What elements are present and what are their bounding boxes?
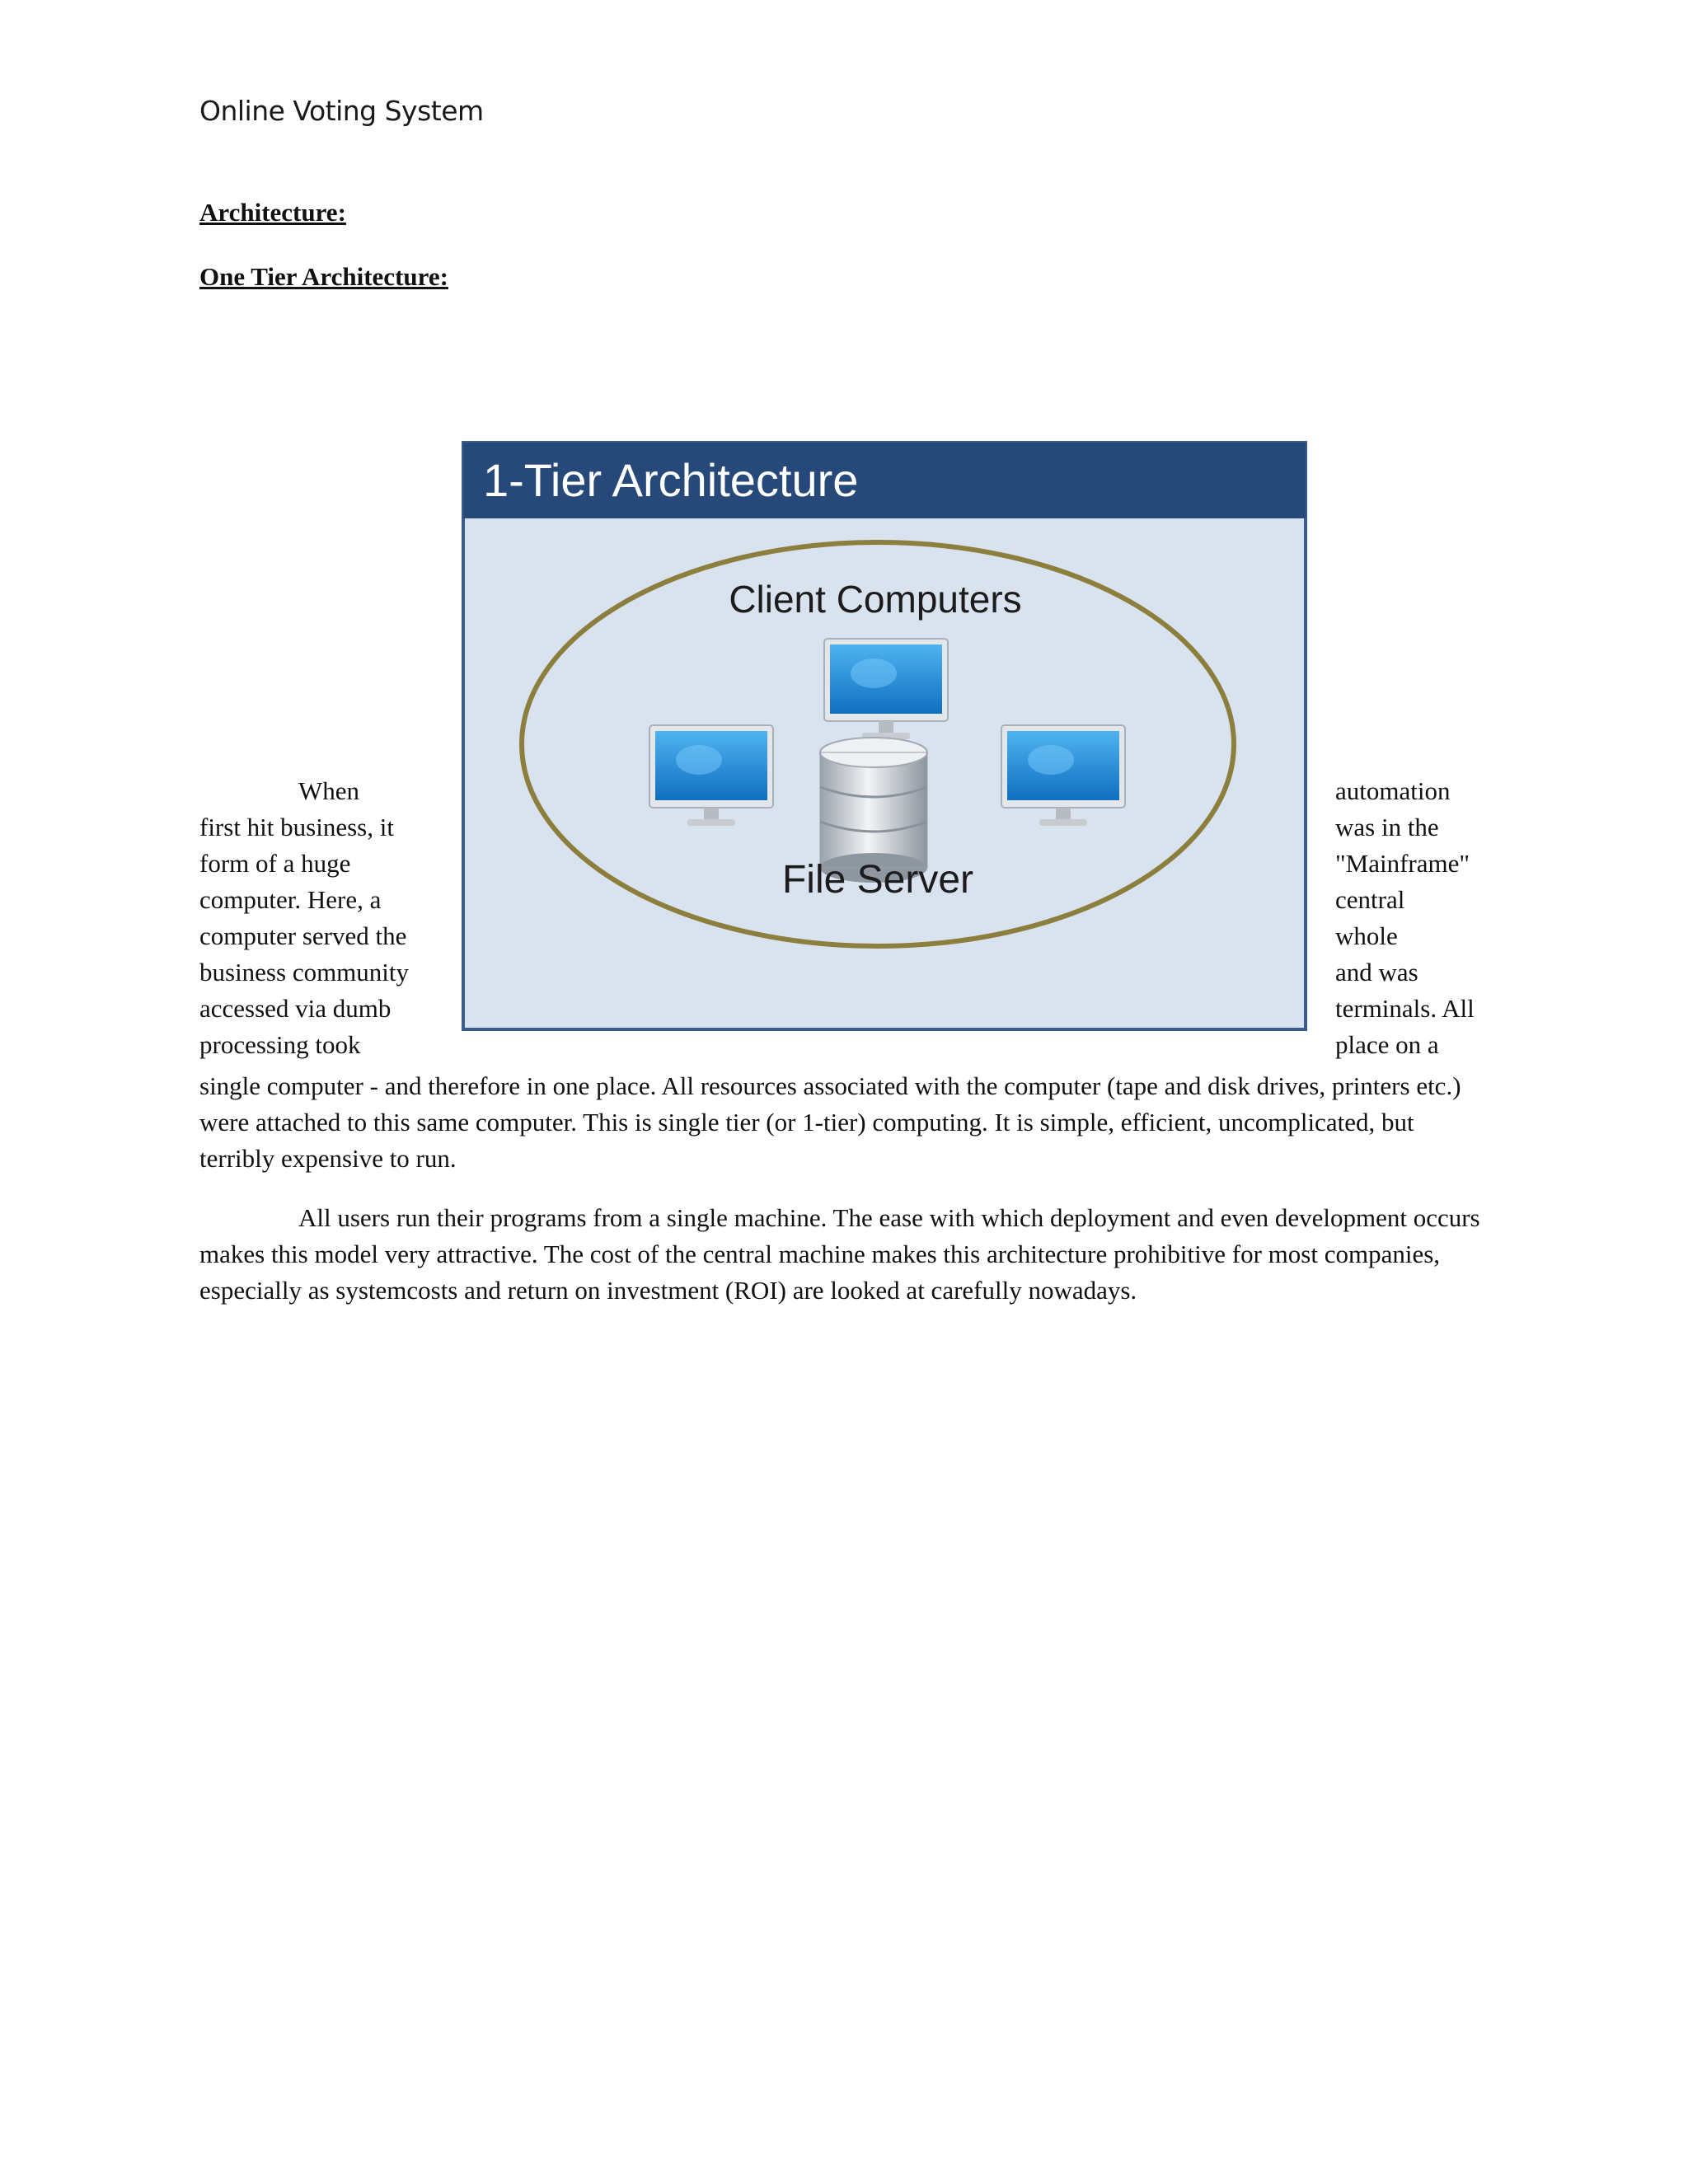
wrap-left-line: computer served the <box>199 921 407 950</box>
wrap-right-line: whole <box>1335 921 1398 950</box>
wrap-right-line: place on a <box>1335 1030 1439 1059</box>
wrap-right-line: and was <box>1335 958 1418 987</box>
wrap-right-line: central <box>1335 885 1405 914</box>
figure-title: 1-Tier Architecture <box>483 454 859 506</box>
section-heading: Architecture: <box>199 198 346 227</box>
client-computers-label: Client Computers <box>729 578 1022 621</box>
wrap-left-line: business community <box>199 958 410 987</box>
wrap-left-line: computer. Here, a <box>199 885 382 914</box>
wrap-right-line: terminals. All <box>1335 994 1475 1023</box>
architecture-figure <box>462 441 1307 1031</box>
wrap-right-line: automation <box>1335 776 1451 805</box>
paragraph-1-continuation: single computer - and therefore in one place. All resources associated with the computer (tape and disk drives, printers etc.) were attached to this same computer. This is single tier (or 1-tier) computing. It is simple, efficient, uncomplicated, but terribly expensive to run. <box>199 1071 1461 1173</box>
wrap-right-line: was in the <box>1335 813 1439 841</box>
wrap-right-line: "Mainframe" <box>1335 849 1470 878</box>
subsection-heading: One Tier Architecture: <box>199 262 448 291</box>
wrap-left-line: form of a huge <box>199 849 351 878</box>
wrap-left-line: accessed via dumb <box>199 994 392 1023</box>
wrap-left-line: first hit business, it <box>199 813 394 841</box>
wrap-left-line: When <box>298 776 360 805</box>
paragraph-2: All users run their programs from a single machine. The ease with which deployment and even development occurs makes this model very attractive. The cost of the central machine makes this architecture prohibitive for most companies, especially as systemcosts and return on investment (ROI) are looked at carefully nowadays. <box>199 1203 1480 1305</box>
file-server-label: File Server <box>781 858 974 902</box>
wrap-left-line: processing took <box>199 1030 361 1059</box>
page-header: Online Voting System <box>199 95 484 127</box>
